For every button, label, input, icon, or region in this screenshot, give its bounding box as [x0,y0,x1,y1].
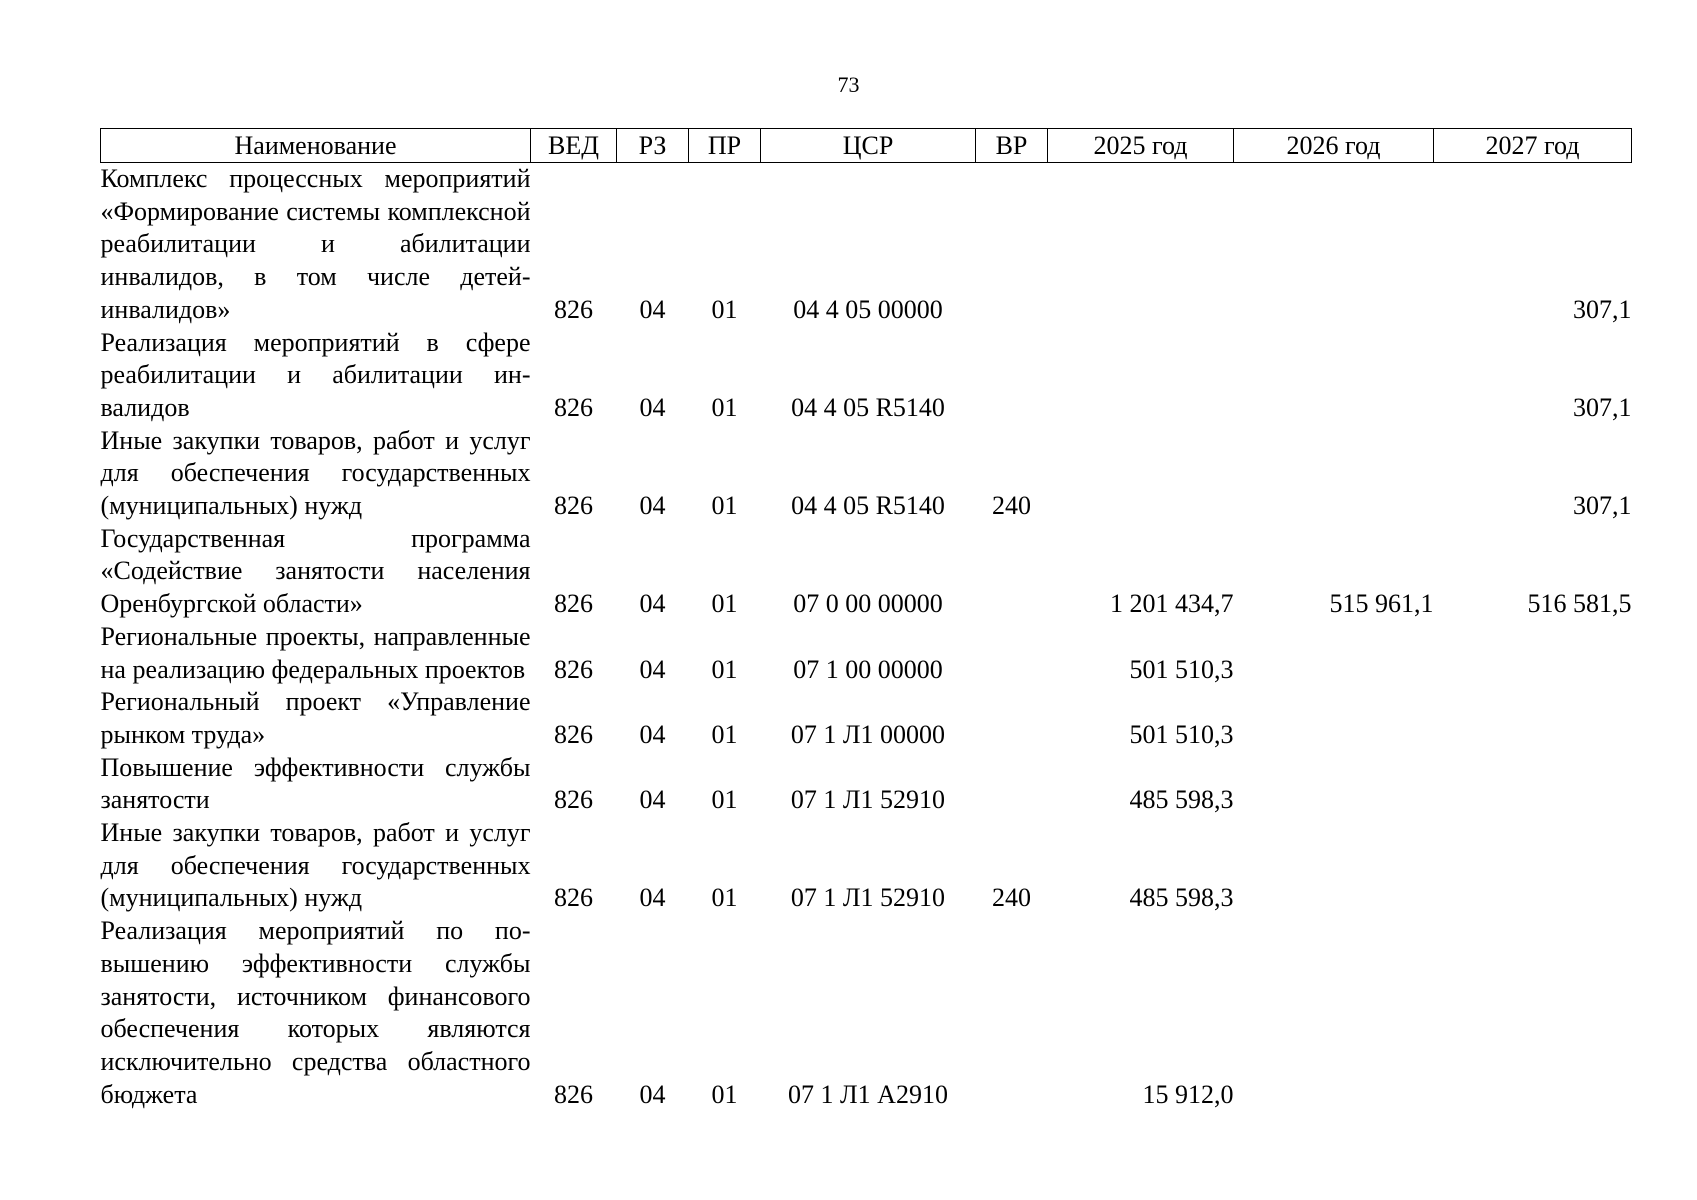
row-2027: 307,1 [1573,294,1632,324]
header-name: Наименование [101,129,531,163]
table-row [101,523,1632,621]
row-2025: 485 598,3 [1129,785,1234,815]
table-row [101,621,1632,686]
table-row [101,425,1632,523]
row-csr: 07 1 Л1 52910 [790,883,946,913]
table-header [101,129,1632,163]
row-pr: 01 [711,1079,738,1109]
row-name: Комплекс процессных мероприятий «Формирование системы комплексной реабилитации и абилитации инвалидов, в том числе детей-инвалидов» [100,164,531,324]
row-2026 [1234,327,1434,425]
header-csr: ЦСР [761,129,976,163]
row-ved: 826 [554,1079,593,1109]
row-vr [976,621,1048,686]
row-csr: 07 1 Л1 00000 [790,719,946,749]
row-vr: 240 [992,883,1031,913]
row-2027 [1434,752,1632,817]
row-2026 [1234,752,1434,817]
header-ved: ВЕД [531,129,617,163]
row-rz: 04 [639,719,666,749]
row-2027 [1434,915,1632,1111]
table-body [101,163,1632,1112]
row-rz: 04 [639,785,666,815]
row-2025: 1 201 434,7 [1110,589,1234,619]
row-2026: 515 961,1 [1329,589,1434,619]
row-2026 [1234,915,1434,1111]
row-2026 [1234,621,1434,686]
row-pr: 01 [711,785,738,815]
budget-table [100,128,1632,1111]
row-pr: 01 [711,883,738,913]
row-pr: 01 [711,294,738,324]
row-pr: 01 [711,719,738,749]
row-name: Государственная программа «Содействие занятости населения Оренбургской области» [100,523,531,619]
row-vr [976,686,1048,751]
table-row [101,915,1632,1111]
row-vr [976,163,1048,327]
row-rz: 04 [639,589,666,619]
row-2027: 516 581,5 [1527,589,1632,619]
table-row [101,817,1632,915]
table-row [101,686,1632,751]
row-2027 [1434,817,1632,915]
row-2027: 307,1 [1573,392,1632,422]
row-ved: 826 [554,589,593,619]
row-ved: 826 [554,654,593,684]
row-2025: 485 598,3 [1129,883,1234,913]
header-2027: 2027 год [1434,129,1632,163]
row-2026 [1234,686,1434,751]
row-name: Региональный проект «Управление рынком труда» [100,687,531,749]
row-rz: 04 [639,392,666,422]
row-2025 [1048,327,1234,425]
header-pr: ПР [689,129,761,163]
row-csr: 07 0 00 00000 [793,589,943,619]
header-rz: РЗ [617,129,689,163]
row-csr: 04 4 05 R5140 [791,491,945,521]
row-2025: 501 510,3 [1129,654,1234,684]
header-2026: 2026 год [1234,129,1434,163]
row-2027: 307,1 [1573,491,1632,521]
header-2025: 2025 год [1048,129,1234,163]
row-2025 [1048,163,1234,327]
row-name: Иные закупки товаров, работ и услуг для обеспечения государственных (муниципальных) нужд [100,818,531,913]
row-pr: 01 [711,491,738,521]
row-2025: 15 912,0 [1142,1079,1234,1109]
row-2026 [1234,163,1434,327]
row-vr [976,752,1048,817]
row-vr [976,915,1048,1111]
row-csr: 04 4 05 00000 [793,294,943,324]
row-vr: 240 [992,491,1031,521]
row-rz: 04 [639,883,666,913]
row-csr: 07 1 Л1 A2910 [788,1079,948,1109]
row-name: Иные закупки товаров, работ и услуг для обеспечения государственных (муниципальных) нужд [100,425,531,521]
row-rz: 04 [639,294,666,324]
table-row [101,163,1632,327]
row-csr: 04 4 05 R5140 [791,392,945,422]
header-vr: ВР [976,129,1048,163]
row-2025 [1048,425,1234,523]
row-2026 [1234,425,1434,523]
row-2027 [1434,621,1632,686]
table-row [101,327,1632,425]
row-ved: 826 [554,785,593,815]
row-csr: 07 1 Л1 52910 [790,785,946,815]
row-vr [976,523,1048,621]
row-ved: 826 [554,491,593,521]
row-name: Реализация мероприятий по повышению эффективности службы занятости, источником финансового обеспечения которых являются исключительно средства областного бюджета [100,916,531,1109]
row-csr: 07 1 00 00000 [793,654,943,684]
row-rz: 04 [639,654,666,684]
table-row [101,752,1632,817]
row-name: Региональные проекты, направленные на реализацию федеральных проектов [100,621,531,684]
row-pr: 01 [711,589,738,619]
row-rz: 04 [639,491,666,521]
row-pr: 01 [711,654,738,684]
row-rz: 04 [639,1079,666,1109]
row-2026 [1234,817,1434,915]
row-2027 [1434,686,1632,751]
row-ved: 826 [554,392,593,422]
row-name: Повышение эффективности службы занятости [100,752,531,815]
page-number: 73 [837,72,860,97]
row-name: Реализация мероприятий в сфере реабилитации и абилитации инвалидов [100,327,531,422]
row-pr: 01 [711,392,738,422]
row-ved: 826 [554,294,593,324]
row-ved: 826 [554,883,593,913]
row-vr [976,327,1048,425]
row-2025: 501 510,3 [1129,719,1234,749]
row-ved: 826 [554,719,593,749]
